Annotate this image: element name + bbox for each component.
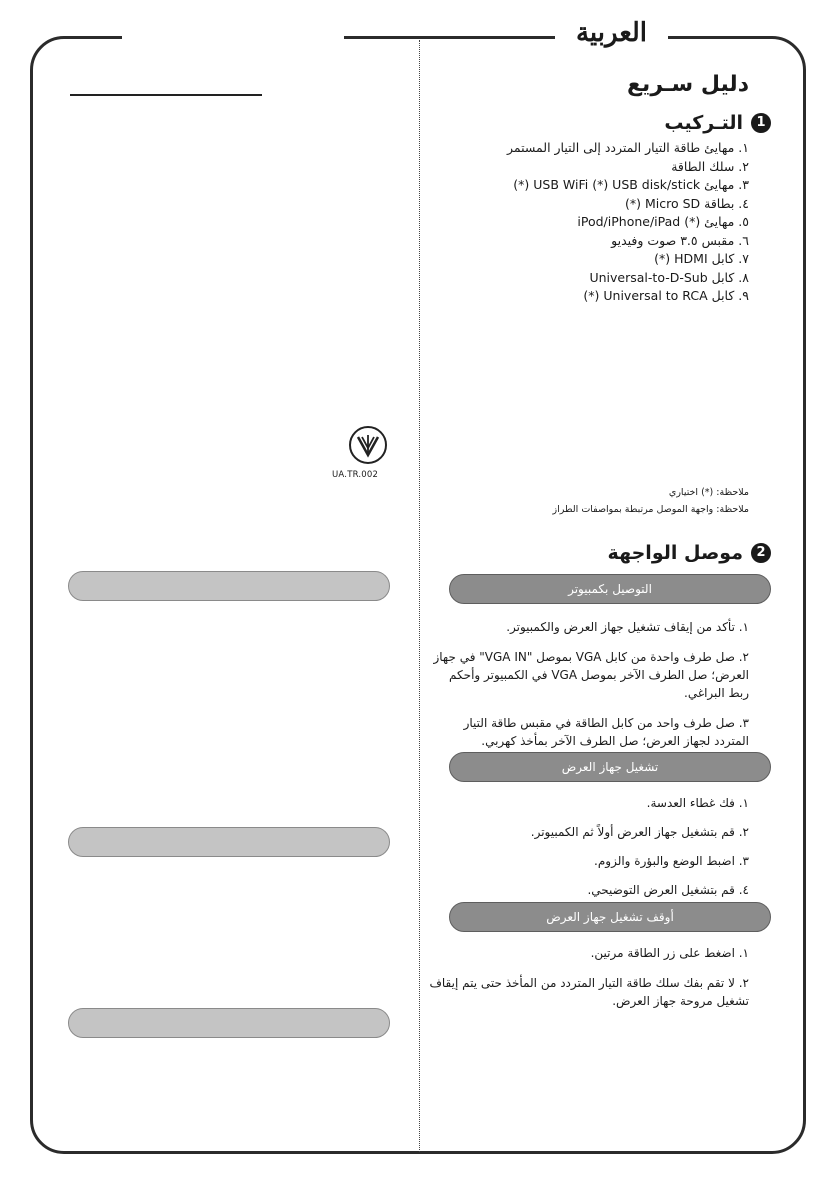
list-item: ٤. قم بتشغيل العرض التوضيحي. [587, 883, 749, 897]
section-title-text: موصل الواجهة [607, 542, 743, 564]
list-item: ٦. مقبس ٣.٥ صوت وفيديو [611, 232, 749, 248]
language-title: العربية [575, 18, 648, 48]
left-top-rule [70, 94, 262, 96]
list-item: ٢. سلك الطاقة [671, 158, 749, 174]
left-bar-1 [68, 571, 390, 601]
section-installation-title [664, 112, 771, 134]
power-off-header: أوقف تشغيل جهاز العرض [449, 902, 771, 932]
power-on-header: تشغيل جهاز العرض [449, 752, 771, 782]
list-item: ٨. كابل Universal-to-D-Sub [589, 269, 749, 285]
section-interface-title [608, 542, 771, 564]
computer-connection-header: التوصيل بكمبيوتر [449, 574, 771, 604]
quick-guide-title: دليل سـريع [627, 72, 749, 97]
note-optional: ملاحظة: (*) اختياري [668, 487, 749, 498]
ua-certification-mark-icon [348, 425, 388, 465]
left-bar-2 [68, 827, 390, 857]
list-item: ١. اضغط على زر الطاقة مرتين. [590, 946, 749, 960]
cert-code: UA.TR.002 [332, 470, 379, 480]
list-item: ١. مهايئ طاقة التيار المتردد إلى التيار المستمر [506, 140, 749, 155]
list-item: ٥. مهايئ (*) iPod/iPhone/iPad [577, 214, 749, 229]
column-divider [419, 40, 420, 1152]
list-item: ٤. بطاقة Micro SD (*) [624, 195, 749, 211]
header [555, 16, 668, 50]
left-bar-3 [68, 1008, 390, 1038]
list-item: ١. تأكد من إيقاف تشغيل جهاز العرض والكمبيوتر. [506, 620, 749, 634]
list-item: ٧. كابل HDMI (*) [654, 251, 749, 266]
power-on-steps [429, 794, 749, 910]
header-gap [122, 28, 344, 44]
power-off-steps [429, 944, 749, 1022]
list-item: ٩. كابل Universal to RCA (*) [583, 288, 749, 303]
section-number: 1 [751, 113, 771, 133]
list-item: ٣. مهايئ USB WiFi (*) USB disk/stick (*) [513, 177, 749, 192]
list-item: ١. فك غطاء العدسة. [646, 796, 749, 810]
section-title-text: التـركيب [664, 112, 743, 134]
section-number: 2 [751, 543, 771, 563]
list-item: ٢. قم بتشغيل جهاز العرض أولاً ثم الكمبيوتر. [530, 825, 749, 839]
list-item: ٢. صل طرف واحدة من كابل VGA بموصل "VGA IN" في جهاز العرض؛ صل الطرف الآخر بموصل VGA في الكمبيوتر وأحكم ربط البراغي. [433, 650, 749, 700]
note-connector: ملاحظة: واجهة الموصل مرتبطة بمواصفات الطراز [552, 504, 749, 515]
computer-steps [429, 618, 749, 762]
list-item: ٣. اضبط الوضع والبؤرة والزوم. [594, 854, 749, 868]
list-item: ٢. لا تقم بفك سلك طاقة التيار المتردد من المأخذ حتى يتم إيقاف تشغيل مروحة جهاز العرض. [429, 976, 749, 1008]
package-items-list [429, 139, 749, 306]
list-item: ٣. صل طرف واحد من كابل الطاقة في مقبس طاقة التيار المتردد لجهاز العرض؛ صل الطرف الآخر بمأخذ كهربي. [463, 716, 749, 748]
